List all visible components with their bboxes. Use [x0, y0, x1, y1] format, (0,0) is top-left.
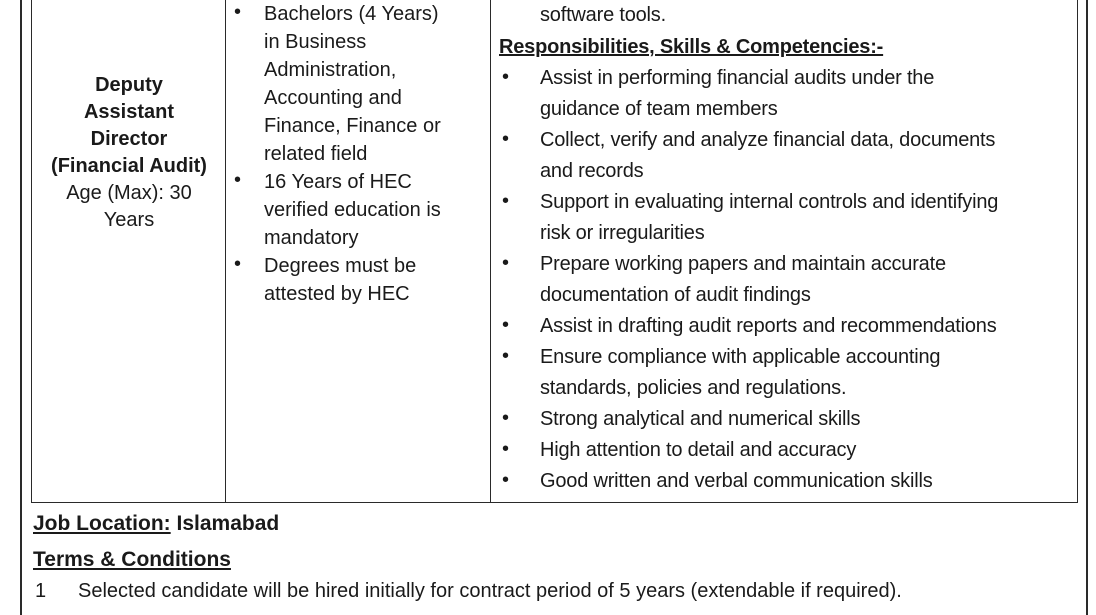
- responsibility-line: risk or irregularities: [540, 222, 705, 244]
- responsibility-item: [499, 187, 1071, 249]
- responsibility-line: Collect, verify and analyze financial data, documents: [540, 129, 996, 151]
- responsibility-line: Ensure compliance with applicable accounting: [540, 346, 941, 368]
- qualification-line: mandatory: [264, 227, 359, 249]
- terms-item-text: Selected candidate will be hired initially for contract period of 5 years (extendable if required).: [78, 580, 902, 602]
- bullet-icon: •: [502, 407, 509, 429]
- qualification-line: Degrees must be: [264, 255, 417, 277]
- qualification-line: Bachelors (4 Years): [264, 3, 439, 25]
- job-location: [33, 512, 279, 536]
- qualification-item: [232, 0, 482, 168]
- responsibility-item: [499, 249, 1071, 311]
- responsibility-line: Good written and verbal communication skills: [540, 470, 933, 492]
- age-limit-line: Years: [103, 209, 155, 231]
- qualification-line: in Business: [264, 31, 367, 53]
- responsibility-line: Support in evaluating internal controls and identifying: [540, 191, 999, 213]
- responsibility-line: Strong analytical and numerical skills: [540, 408, 861, 430]
- responsibility-item: [499, 435, 1071, 466]
- job-location-label: Job Location:: [33, 512, 171, 535]
- responsibility-item: [499, 63, 1071, 125]
- previous-text-fragment: software tools.: [540, 4, 666, 26]
- responsibility-item: [499, 311, 1071, 342]
- bullet-icon: •: [502, 314, 509, 336]
- responsibilities-cell: [499, 0, 1071, 497]
- column-divider: [225, 0, 226, 503]
- bullet-icon: •: [502, 66, 509, 88]
- responsibility-item: [499, 125, 1071, 187]
- age-limit-line: Age (Max): 30: [66, 182, 192, 204]
- qualification-line: attested by HEC: [264, 283, 410, 305]
- bullet-icon: •: [502, 345, 509, 367]
- qualification-item: [232, 168, 482, 252]
- qualification-line: verified education is: [264, 199, 441, 221]
- bullet-icon: •: [502, 252, 509, 274]
- bullet-icon: •: [234, 169, 242, 191]
- post-title-line: (Financial Audit): [51, 155, 207, 177]
- bullet-icon: •: [234, 1, 242, 23]
- bullet-icon: •: [234, 253, 242, 275]
- qualification-line: related field: [264, 143, 368, 165]
- qualification-line: 16 Years of HEC: [264, 171, 412, 193]
- responsibility-item: [499, 342, 1071, 404]
- qualification-line: Finance, Finance or: [264, 115, 441, 137]
- post-title-line: Assistant: [83, 101, 175, 123]
- bullet-icon: •: [502, 438, 509, 460]
- job-location-value: Islamabad: [176, 512, 280, 535]
- bullet-icon: •: [502, 469, 509, 491]
- qualification-cell: [232, 0, 482, 308]
- responsibility-line: High attention to detail and accuracy: [540, 439, 857, 461]
- qualification-line: Administration,: [264, 59, 397, 81]
- bullet-icon: •: [502, 128, 509, 150]
- post-title-line: Director: [90, 128, 168, 150]
- post-cell: [33, 72, 225, 234]
- responsibilities-heading: Responsibilities, Skills & Competencies:-: [499, 36, 884, 58]
- responsibility-item: [499, 404, 1071, 435]
- column-divider: [490, 0, 491, 503]
- responsibility-line: documentation of audit findings: [540, 284, 811, 306]
- responsibility-line: and records: [540, 160, 644, 182]
- post-title-line: Deputy: [95, 74, 163, 96]
- responsibility-line: standards, policies and regulations.: [540, 377, 847, 399]
- qualification-item: [232, 252, 482, 308]
- responsibility-line: Assist in drafting audit reports and recommendations: [540, 315, 997, 337]
- responsibility-line: Prepare working papers and maintain accurate: [540, 253, 946, 275]
- terms-heading: Terms & Conditions: [33, 548, 231, 571]
- terms-item-number: 1: [35, 580, 47, 602]
- responsibility-line: guidance of team members: [540, 98, 778, 120]
- responsibility-line: Assist in performing financial audits under the: [540, 67, 935, 89]
- bullet-icon: •: [502, 190, 509, 212]
- qualification-line: Accounting and: [264, 87, 402, 109]
- responsibility-item: [499, 466, 1071, 497]
